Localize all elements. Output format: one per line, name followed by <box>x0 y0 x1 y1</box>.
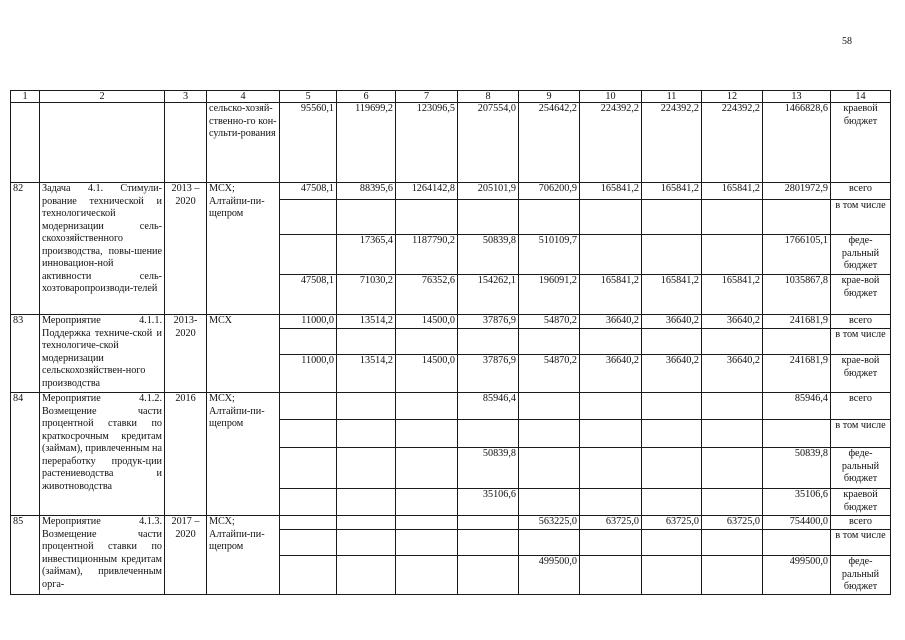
row-number: 82 <box>11 183 40 315</box>
source-cell: феде-ральный бюджет <box>831 448 891 489</box>
value-cell: 85946,4 <box>458 393 519 420</box>
value-cell <box>702 235 763 275</box>
col-header: 6 <box>337 91 396 103</box>
value-cell: 13514,2 <box>337 315 396 329</box>
value-cell <box>396 420 458 448</box>
value-cell <box>642 200 702 235</box>
value-cell: 76352,6 <box>396 275 458 315</box>
value-cell: 54870,2 <box>519 355 580 393</box>
value-cell <box>337 393 396 420</box>
measure-name: Мероприятие 4.1.2. Возмещение части процентной ставки по краткосрочным кредитам (займам), привлеченным на переработку продук-ции растениеводства и животноводства <box>40 393 165 516</box>
col-header: 10 <box>580 91 642 103</box>
value-cell <box>642 489 702 516</box>
measure-name <box>40 103 165 183</box>
row-number: 83 <box>11 315 40 393</box>
value-cell <box>580 530 642 556</box>
value-cell <box>396 200 458 235</box>
value-cell <box>763 420 831 448</box>
value-cell: 119699,2 <box>337 103 396 183</box>
col-header: 2 <box>40 91 165 103</box>
value-cell: 254642,2 <box>519 103 580 183</box>
value-cell <box>519 393 580 420</box>
value-cell <box>396 516 458 530</box>
value-cell: 499500,0 <box>763 556 831 595</box>
value-cell <box>280 516 337 530</box>
value-cell: 47508,1 <box>280 183 337 200</box>
row-number <box>11 103 40 183</box>
source-cell: в том числе <box>831 530 891 556</box>
value-cell <box>337 489 396 516</box>
period-cell: 2016 <box>165 393 207 516</box>
page-number: 58 <box>842 36 852 47</box>
value-cell <box>580 556 642 595</box>
col-header: 3 <box>165 91 207 103</box>
value-cell <box>702 489 763 516</box>
value-cell: 154262,1 <box>458 275 519 315</box>
source-cell: всего <box>831 315 891 329</box>
col-header: 13 <box>763 91 831 103</box>
value-cell <box>519 200 580 235</box>
value-cell: 706200,9 <box>519 183 580 200</box>
value-cell: 36640,2 <box>580 315 642 329</box>
value-cell <box>458 516 519 530</box>
value-cell <box>580 420 642 448</box>
value-cell: 35106,6 <box>458 489 519 516</box>
value-cell: 95560,1 <box>280 103 337 183</box>
source-cell: краевой бюджет <box>831 103 891 183</box>
value-cell: 37876,9 <box>458 315 519 329</box>
period-cell: 2013-2020 <box>165 315 207 393</box>
source-cell: в том числе <box>831 420 891 448</box>
value-cell <box>337 448 396 489</box>
value-cell: 165841,2 <box>642 275 702 315</box>
value-cell <box>337 420 396 448</box>
value-cell: 71030,2 <box>337 275 396 315</box>
value-cell <box>280 530 337 556</box>
row-number: 85 <box>11 516 40 595</box>
value-cell <box>280 420 337 448</box>
value-cell: 47508,1 <box>280 275 337 315</box>
value-cell <box>280 235 337 275</box>
period-cell: 2017 – 2020 <box>165 516 207 595</box>
executor-cell: МСХ <box>207 315 280 393</box>
value-cell: 36640,2 <box>642 355 702 393</box>
table-row <box>11 183 891 200</box>
col-header: 4 <box>207 91 280 103</box>
executor-cell: МСХ; Алтайпи-пи-щепром <box>207 516 280 595</box>
value-cell: 196091,2 <box>519 275 580 315</box>
col-header: 11 <box>642 91 702 103</box>
value-cell: 224392,2 <box>580 103 642 183</box>
value-cell <box>763 530 831 556</box>
value-cell <box>519 530 580 556</box>
source-cell: краевой бюджет <box>831 489 891 516</box>
value-cell <box>396 393 458 420</box>
value-cell: 88395,6 <box>337 183 396 200</box>
value-cell <box>337 516 396 530</box>
value-cell <box>280 200 337 235</box>
table-row <box>11 516 891 530</box>
value-cell <box>458 200 519 235</box>
value-cell: 224392,2 <box>702 103 763 183</box>
value-cell: 36640,2 <box>580 355 642 393</box>
value-cell <box>702 329 763 355</box>
value-cell <box>580 200 642 235</box>
value-cell <box>763 329 831 355</box>
value-cell: 2801972,9 <box>763 183 831 200</box>
table-row <box>11 103 891 183</box>
value-cell: 499500,0 <box>519 556 580 595</box>
value-cell <box>702 556 763 595</box>
value-cell: 37876,9 <box>458 355 519 393</box>
value-cell: 54870,2 <box>519 315 580 329</box>
executor-cell: МСХ; Алтайпи-пи-щепром <box>207 183 280 315</box>
value-cell <box>280 556 337 595</box>
value-cell <box>396 556 458 595</box>
value-cell <box>519 448 580 489</box>
period-cell: 2013 – 2020 <box>165 183 207 315</box>
value-cell: 241681,9 <box>763 315 831 329</box>
source-cell: всего <box>831 516 891 530</box>
source-cell: в том числе <box>831 200 891 235</box>
budget-table <box>10 90 891 595</box>
value-cell <box>519 420 580 448</box>
source-cell: всего <box>831 393 891 420</box>
source-cell: феде-ральный бюджет <box>831 235 891 275</box>
value-cell: 510109,7 <box>519 235 580 275</box>
source-cell: крае-вой бюджет <box>831 275 891 315</box>
value-cell: 241681,9 <box>763 355 831 393</box>
value-cell <box>642 556 702 595</box>
col-header: 1 <box>11 91 40 103</box>
col-header: 7 <box>396 91 458 103</box>
value-cell: 165841,2 <box>702 275 763 315</box>
value-cell: 13514,2 <box>337 355 396 393</box>
value-cell <box>702 200 763 235</box>
value-cell: 165841,2 <box>702 183 763 200</box>
value-cell <box>580 393 642 420</box>
value-cell: 1035867,8 <box>763 275 831 315</box>
value-cell <box>702 393 763 420</box>
header-row <box>11 91 891 103</box>
value-cell <box>396 448 458 489</box>
value-cell <box>642 530 702 556</box>
col-header: 5 <box>280 91 337 103</box>
value-cell: 35106,6 <box>763 489 831 516</box>
value-cell <box>519 489 580 516</box>
value-cell: 14500,0 <box>396 355 458 393</box>
value-cell <box>580 235 642 275</box>
value-cell <box>396 530 458 556</box>
value-cell <box>702 448 763 489</box>
value-cell <box>337 556 396 595</box>
value-cell: 207554,0 <box>458 103 519 183</box>
value-cell: 14500,0 <box>396 315 458 329</box>
value-cell <box>642 329 702 355</box>
value-cell: 754400,0 <box>763 516 831 530</box>
row-number: 84 <box>11 393 40 516</box>
table-row <box>11 393 891 420</box>
source-cell: крае-вой бюджет <box>831 355 891 393</box>
value-cell <box>642 420 702 448</box>
value-cell: 1187790,2 <box>396 235 458 275</box>
value-cell <box>642 235 702 275</box>
value-cell: 1766105,1 <box>763 235 831 275</box>
value-cell <box>337 530 396 556</box>
value-cell: 85946,4 <box>763 393 831 420</box>
value-cell <box>458 420 519 448</box>
value-cell <box>642 448 702 489</box>
value-cell <box>458 530 519 556</box>
value-cell: 563225,0 <box>519 516 580 530</box>
value-cell <box>580 448 642 489</box>
source-cell: всего <box>831 183 891 200</box>
executor-cell: МСХ; Алтайпи-пи-щепром <box>207 393 280 516</box>
executor-cell: сельско-хозяй-ственно-го кон-сульти-рования <box>207 103 280 183</box>
value-cell <box>580 329 642 355</box>
value-cell: 205101,9 <box>458 183 519 200</box>
value-cell <box>702 420 763 448</box>
value-cell: 224392,2 <box>642 103 702 183</box>
col-header: 8 <box>458 91 519 103</box>
value-cell: 1466828,6 <box>763 103 831 183</box>
value-cell: 36640,2 <box>702 315 763 329</box>
value-cell: 36640,2 <box>702 355 763 393</box>
col-header: 9 <box>519 91 580 103</box>
value-cell: 11000,0 <box>280 355 337 393</box>
value-cell: 36640,2 <box>642 315 702 329</box>
value-cell: 17365,4 <box>337 235 396 275</box>
value-cell: 123096,5 <box>396 103 458 183</box>
value-cell: 63725,0 <box>702 516 763 530</box>
value-cell <box>763 200 831 235</box>
value-cell <box>642 393 702 420</box>
value-cell <box>458 329 519 355</box>
source-cell: в том числе <box>831 329 891 355</box>
col-header: 12 <box>702 91 763 103</box>
value-cell <box>396 489 458 516</box>
value-cell <box>337 200 396 235</box>
value-cell: 50839,8 <box>458 448 519 489</box>
value-cell: 165841,2 <box>580 183 642 200</box>
value-cell: 50839,8 <box>763 448 831 489</box>
value-cell <box>396 329 458 355</box>
value-cell <box>280 393 337 420</box>
value-cell: 165841,2 <box>642 183 702 200</box>
value-cell <box>702 530 763 556</box>
measure-name: Мероприятие 4.1.1. Поддержка техниче-ской и технологиче-ской модернизации сельскохозяйствен-ного производства <box>40 315 165 393</box>
value-cell: 63725,0 <box>580 516 642 530</box>
value-cell <box>280 329 337 355</box>
measure-name: Задача 4.1. Стимули-рование технической и технологической модернизации сель-скохозяйственного производства, повы-шение инновацион-ной активности сель-хозтоваропроизводи-телей <box>40 183 165 315</box>
source-cell: феде-ральный бюджет <box>831 556 891 595</box>
value-cell <box>519 329 580 355</box>
value-cell: 50839,8 <box>458 235 519 275</box>
value-cell <box>458 556 519 595</box>
value-cell <box>280 448 337 489</box>
value-cell <box>280 489 337 516</box>
table-row <box>11 315 891 329</box>
value-cell <box>580 489 642 516</box>
value-cell: 165841,2 <box>580 275 642 315</box>
value-cell: 1264142,8 <box>396 183 458 200</box>
col-header: 14 <box>831 91 891 103</box>
measure-name: Мероприятие 4.1.3. Возмещение части процентной ставки по инвестиционным кредитам (займам), привлеченным орга- <box>40 516 165 595</box>
value-cell: 63725,0 <box>642 516 702 530</box>
value-cell: 11000,0 <box>280 315 337 329</box>
period-cell <box>165 103 207 183</box>
value-cell <box>337 329 396 355</box>
